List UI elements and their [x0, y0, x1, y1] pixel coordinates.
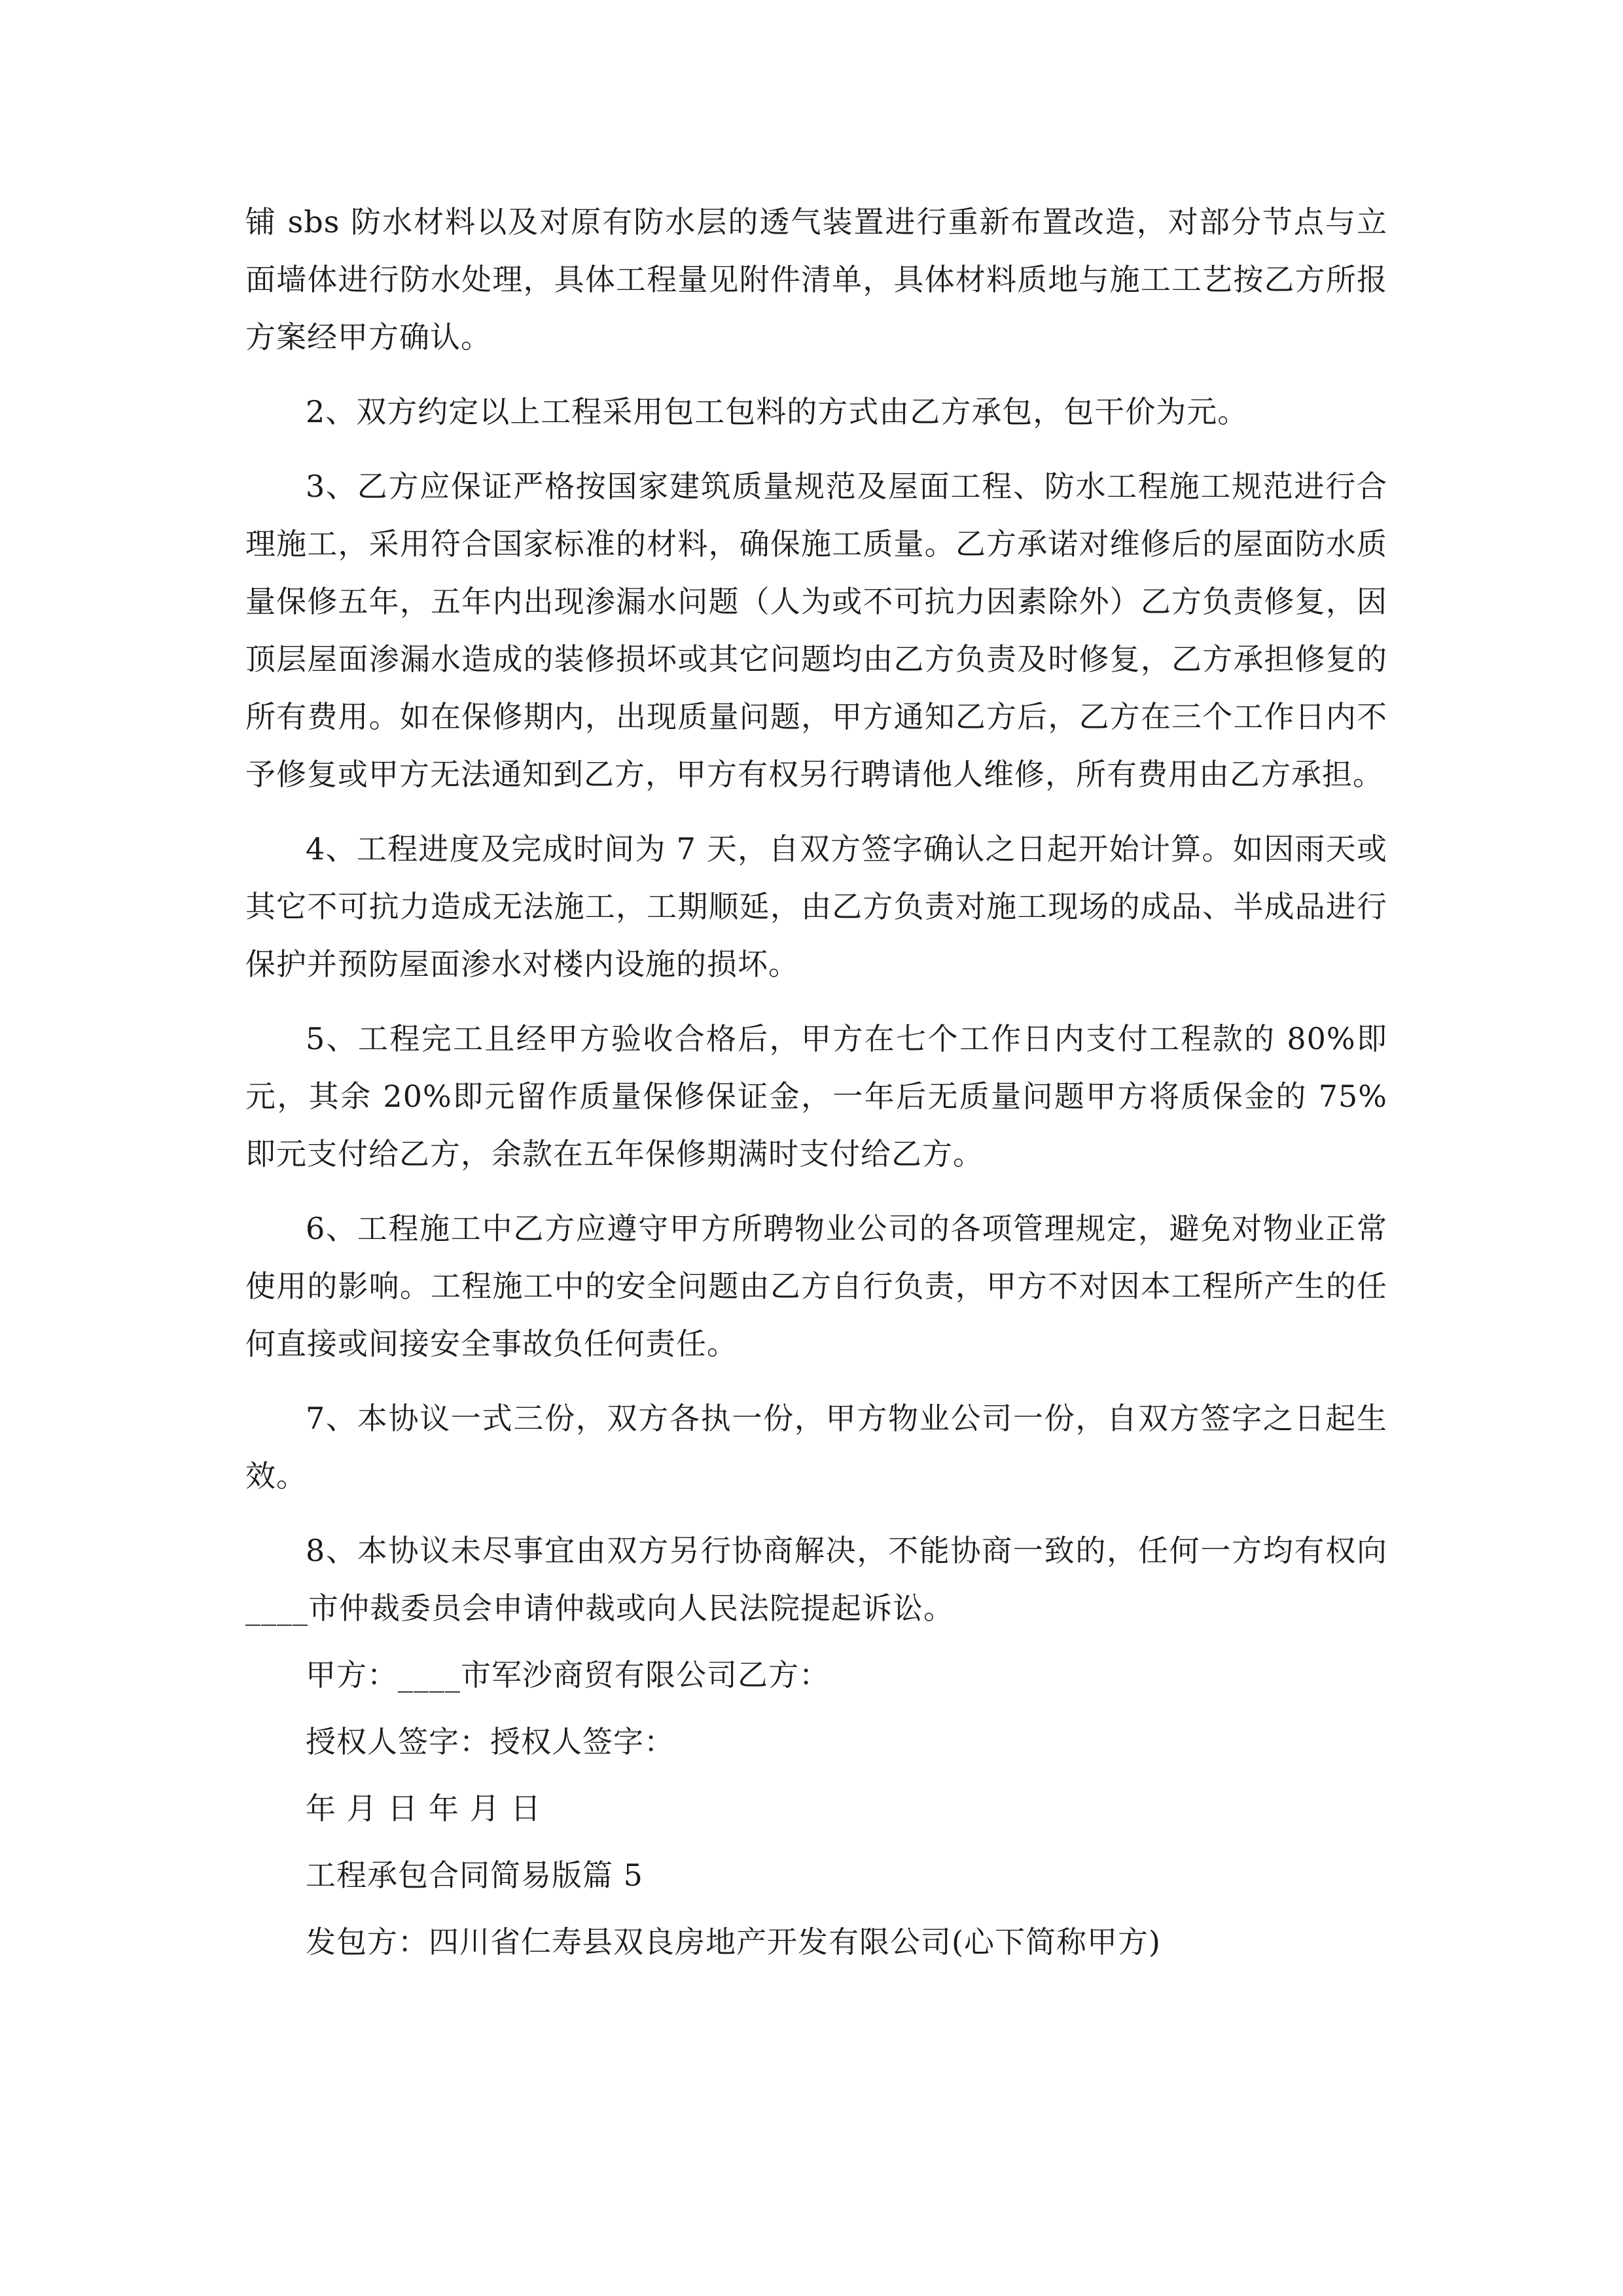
contractor-line: 发包方：四川省仁寿县双良房地产开发有限公司(心下简称甲方): [306, 1924, 1161, 1960]
paragraph-4: 4、工程进度及完成时间为 7 天，自双方签字确认之日起开始计算。如因雨天或其它不可抗力造成无法施工，工期顺延，由乙方负责对施工现场的成品、半成品进行保护并预防屋面渗水对楼内设施的损坏。: [245, 831, 1387, 982]
signature-parties: 甲方：____市军沙商贸有限公司乙方：: [306, 1657, 830, 1693]
paragraph-8: 8、本协议未尽事宜由双方另行协商解决，不能协商一致的，任何一方均有权向____市仲裁委员会申请仲裁或向人民法院提起诉讼。: [245, 1533, 1387, 1626]
signature-date: 年 月 日 年 月 日: [306, 1791, 542, 1826]
document-body: [245, 193, 1387, 1971]
paragraph-3: 3、乙方应保证严格按国家建筑质量规范及屋面工程、防水工程施工规范进行合理施工，采用符合国家标准的材料，确保施工质量。乙方承诺对维修后的屋面防水质量保修五年，五年内出现渗漏水问题（人为或不可抗力因素除外）乙方负责修复，因顶层屋面渗漏水造成的装修损坏或其它问题均由乙方负责及时修复，乙方承担修复的所有费用。如在保修期内，出现质量问题，甲方通知乙方后，乙方在三个工作日内不予修复或甲方无法通知到乙方，甲方有权另行聘请他人维修，所有费用由乙方承担。: [245, 469, 1387, 792]
paragraph-7: 7、本协议一式三份，双方各执一份，甲方物业公司一份，自双方签字之日起生效。: [245, 1401, 1387, 1494]
section-title: 工程承包合同简易版篇 5: [306, 1857, 643, 1893]
paragraph-6: 6、工程施工中乙方应遵守甲方所聘物业公司的各项管理规定，避免对物业正常使用的影响。工程施工中的安全问题由乙方自行负责，甲方不对因本工程所产生的任何直接或间接安全事故负任何责任。: [245, 1211, 1387, 1361]
paragraph-5: 5、工程完工且经甲方验收合格后，甲方在七个工作日内支付工程款的 80%即元，其余 20%即元留作质量保修保证金，一年后无质量问题甲方将质保金的 75%即元支付给乙方，余款在五年保修期满时支付给乙方。: [245, 1021, 1387, 1172]
paragraph-continued: 铺 sbs 防水材料以及对原有防水层的透气装置进行重新布置改造，对部分节点与立面墙体进行防水处理，具体工程量见附件清单，具体材料质地与施工工艺按乙方所报方案经甲方确认。: [245, 204, 1387, 355]
paragraph-2: 2、双方约定以上工程采用包工包料的方式由乙方承包，包干价为元。: [306, 394, 1249, 429]
signature-authorized: 授权人签字：授权人签字：: [306, 1724, 675, 1759]
